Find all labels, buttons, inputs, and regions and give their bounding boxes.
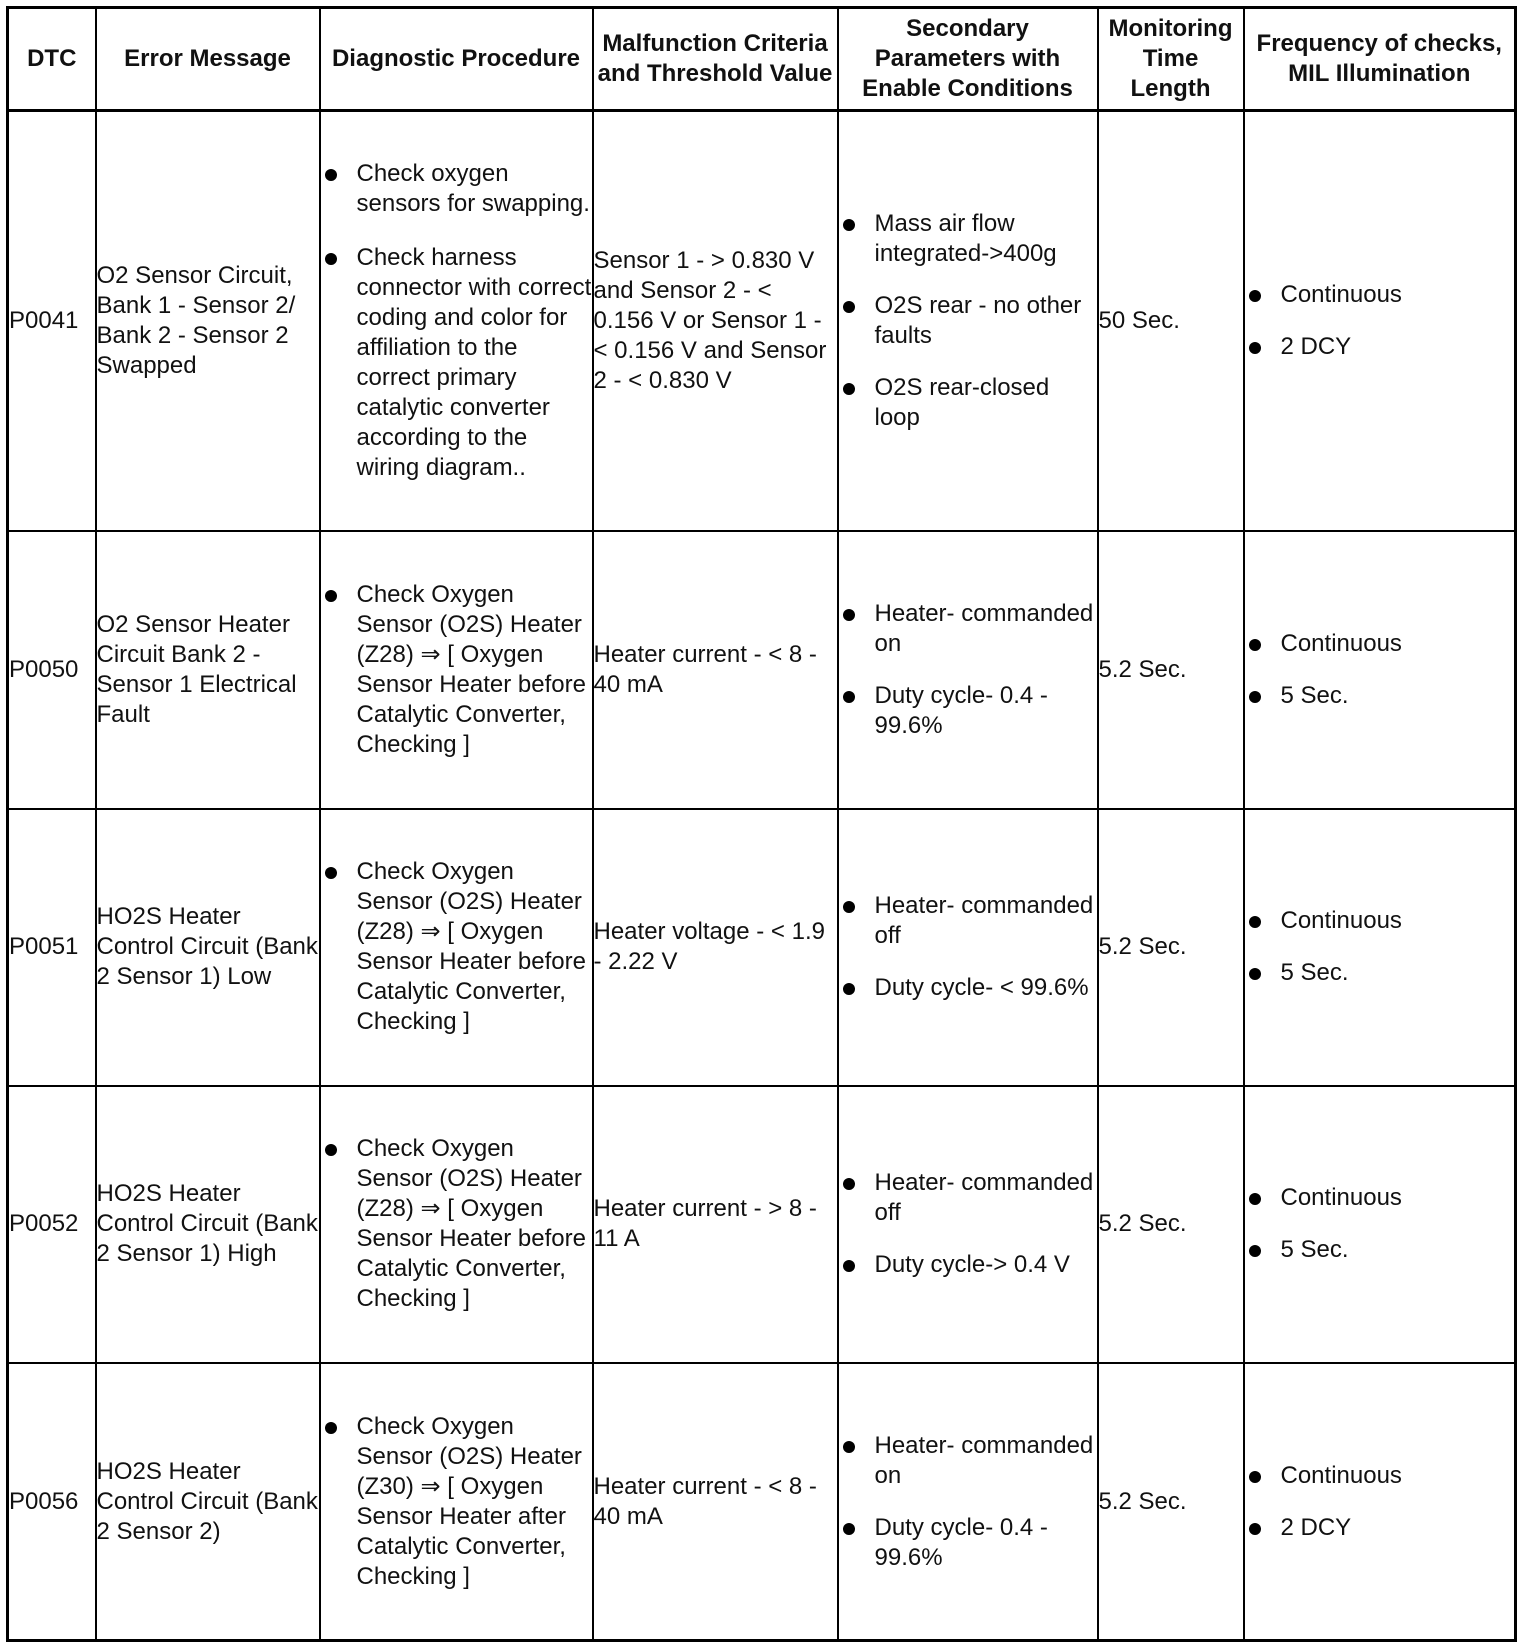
procedure-step: Check oxygen sensors for swapping.	[321, 159, 592, 219]
table-row	[8, 1363, 1516, 1640]
secondary-item: Duty cycle- 0.4 - 99.6%	[839, 1513, 1097, 1573]
frequency-item: Continuous	[1245, 1461, 1515, 1491]
secondary-list	[839, 209, 1097, 433]
diagnostic-procedure	[320, 1086, 593, 1363]
header-row	[8, 8, 1516, 111]
table-row	[8, 809, 1516, 1086]
secondary-item: O2S rear - no other faults	[839, 291, 1097, 351]
dtc-code: P0052	[8, 1086, 96, 1363]
procedure-step: Check harness connector with correct coding and color for affiliation to the correct primary catalytic converter according to the wiring diagram..	[321, 243, 592, 483]
secondary-list	[839, 891, 1097, 1003]
frequency-list	[1245, 1461, 1515, 1543]
procedure-step: Check Oxygen Sensor (O2S) Heater (Z28) ⇒ [ Oxygen Sensor Heater before Catalytic Converter, Checking ]	[321, 857, 592, 1037]
malfunction-criteria: Heater current - < 8 - 40 mA	[593, 1363, 838, 1640]
malfunction-criteria: Heater current - < 8 - 40 mA	[593, 531, 838, 808]
monitoring-time: 5.2 Sec.	[1098, 809, 1244, 1086]
secondary-list	[839, 1431, 1097, 1573]
error-message: HO2S Heater Control Circuit (Bank 2 Sensor 2)	[96, 1363, 320, 1640]
table-row	[8, 531, 1516, 808]
header-frequency: Frequency of checks, MIL Illumination	[1244, 8, 1516, 111]
secondary-item: Duty cycle- < 99.6%	[839, 973, 1097, 1003]
header-malfunction-criteria: Malfunction Criteria and Threshold Value	[593, 8, 838, 111]
procedure-list	[321, 159, 592, 483]
malfunction-criteria: Heater voltage - < 1.9 - 2.22 V	[593, 809, 838, 1086]
header-error-message: Error Message	[96, 8, 320, 111]
frequency-list	[1245, 280, 1515, 362]
header-dtc: DTC	[8, 8, 96, 111]
header-diagnostic-procedure: Diagnostic Procedure	[320, 8, 593, 111]
frequency-item: 5 Sec.	[1245, 681, 1515, 711]
dtc-code: P0041	[8, 111, 96, 532]
frequency-item: Continuous	[1245, 280, 1515, 310]
frequency	[1244, 1086, 1516, 1363]
frequency-item: 2 DCY	[1245, 1513, 1515, 1543]
frequency	[1244, 111, 1516, 532]
procedure-list	[321, 1134, 592, 1314]
procedure-list	[321, 580, 592, 760]
secondary-list	[839, 1168, 1097, 1280]
secondary-item: Heater- commanded on	[839, 599, 1097, 659]
diagnostic-procedure	[320, 809, 593, 1086]
secondary-item: Heater- commanded on	[839, 1431, 1097, 1491]
error-message: HO2S Heater Control Circuit (Bank 2 Sensor 1) Low	[96, 809, 320, 1086]
frequency-item: 5 Sec.	[1245, 1235, 1515, 1265]
secondary-list	[839, 599, 1097, 741]
procedure-list	[321, 1412, 592, 1592]
secondary-parameters	[838, 1363, 1098, 1640]
dtc-code: P0051	[8, 809, 96, 1086]
secondary-item: Heater- commanded off	[839, 1168, 1097, 1228]
procedure-step: Check Oxygen Sensor (O2S) Heater (Z30) ⇒ [ Oxygen Sensor Heater after Catalytic Converter, Checking ]	[321, 1412, 592, 1592]
malfunction-criteria: Heater current - > 8 - 11 A	[593, 1086, 838, 1363]
header-monitoring-time: Monitoring Time Length	[1098, 8, 1244, 111]
frequency-item: Continuous	[1245, 629, 1515, 659]
secondary-item: O2S rear-closed loop	[839, 373, 1097, 433]
frequency-list	[1245, 906, 1515, 988]
procedure-step: Check Oxygen Sensor (O2S) Heater (Z28) ⇒ [ Oxygen Sensor Heater before Catalytic Converter, Checking ]	[321, 1134, 592, 1314]
error-message: HO2S Heater Control Circuit (Bank 2 Sensor 1) High	[96, 1086, 320, 1363]
dtc-table	[6, 6, 1517, 1642]
diagnostic-procedure	[320, 111, 593, 532]
secondary-parameters	[838, 531, 1098, 808]
frequency-item: 5 Sec.	[1245, 958, 1515, 988]
procedure-list	[321, 857, 592, 1037]
frequency	[1244, 531, 1516, 808]
dtc-code: P0056	[8, 1363, 96, 1640]
diagnostic-procedure	[320, 531, 593, 808]
frequency-item: 2 DCY	[1245, 332, 1515, 362]
secondary-parameters	[838, 111, 1098, 532]
procedure-step: Check Oxygen Sensor (O2S) Heater (Z28) ⇒ [ Oxygen Sensor Heater before Catalytic Converter, Checking ]	[321, 580, 592, 760]
frequency	[1244, 1363, 1516, 1640]
secondary-item: Duty cycle- 0.4 - 99.6%	[839, 681, 1097, 741]
monitoring-time: 5.2 Sec.	[1098, 531, 1244, 808]
monitoring-time: 5.2 Sec.	[1098, 1086, 1244, 1363]
secondary-item: Duty cycle-> 0.4 V	[839, 1250, 1097, 1280]
secondary-parameters	[838, 809, 1098, 1086]
header-secondary-parameters: Secondary Parameters with Enable Conditions	[838, 8, 1098, 111]
error-message: O2 Sensor Heater Circuit Bank 2 - Sensor 1 Electrical Fault	[96, 531, 320, 808]
frequency-list	[1245, 1183, 1515, 1265]
monitoring-time: 50 Sec.	[1098, 111, 1244, 532]
frequency-list	[1245, 629, 1515, 711]
secondary-item: Mass air flow integrated->400g	[839, 209, 1097, 269]
secondary-item: Heater- commanded off	[839, 891, 1097, 951]
malfunction-criteria: Sensor 1 - > 0.830 V and Sensor 2 - < 0.156 V or Sensor 1 - < 0.156 V and Sensor 2 - < 0.830 V	[593, 111, 838, 532]
error-message: O2 Sensor Circuit, Bank 1 - Sensor 2/ Bank 2 - Sensor 2 Swapped	[96, 111, 320, 532]
frequency	[1244, 809, 1516, 1086]
dtc-code: P0050	[8, 531, 96, 808]
frequency-item: Continuous	[1245, 1183, 1515, 1213]
diagnostic-procedure	[320, 1363, 593, 1640]
table-row	[8, 111, 1516, 532]
monitoring-time: 5.2 Sec.	[1098, 1363, 1244, 1640]
secondary-parameters	[838, 1086, 1098, 1363]
frequency-item: Continuous	[1245, 906, 1515, 936]
table-row	[8, 1086, 1516, 1363]
